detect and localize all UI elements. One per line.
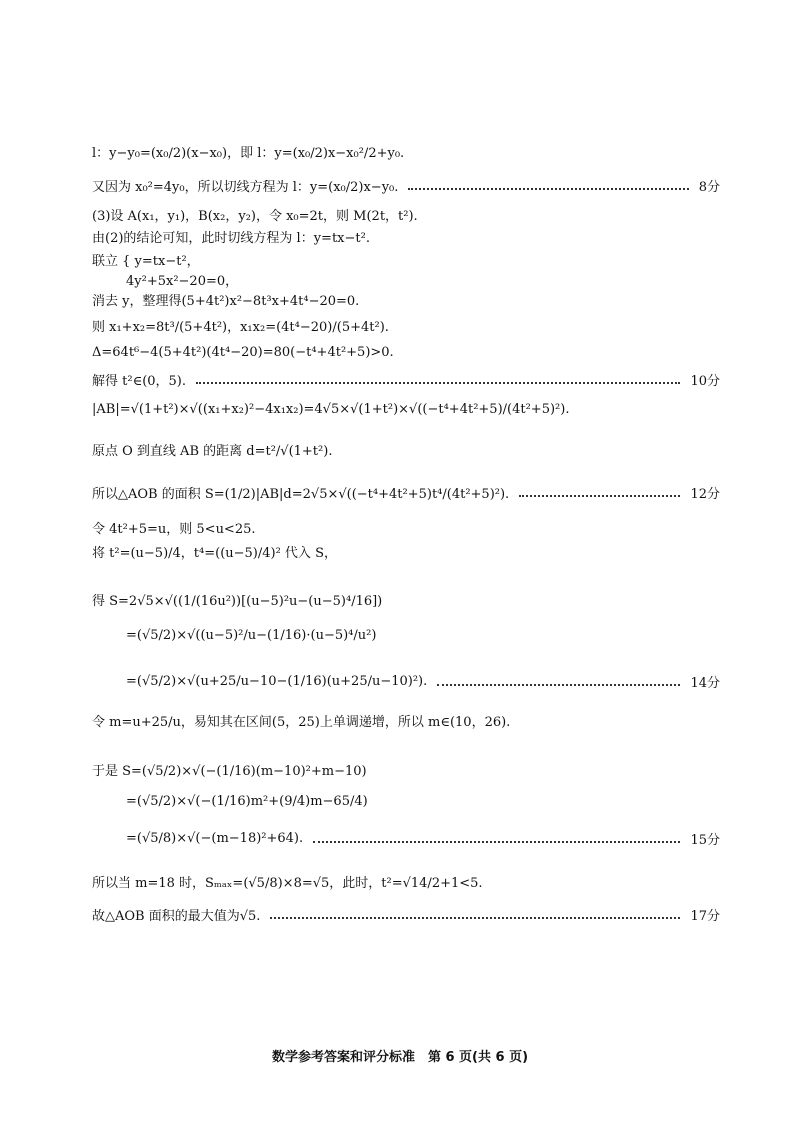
solution-line bbox=[92, 402, 720, 417]
line-text: (3)设 A(x₁，y₁)，B(x₂，y₂)，令 x₀=2t，则 M(2t，t²). bbox=[92, 209, 418, 224]
line-text: 则 x₁+x₂=8t³/(5+4t²)，x₁x₂=(4t⁴−20)/(5+4t²). bbox=[92, 320, 389, 335]
line-text: 所以△AOB 的面积 S=(1/2)|AB|d=2√5×√((−t⁴+4t²+5)t⁴/(4t²+5)²). bbox=[92, 487, 510, 502]
line-text: =(√5/2)×√((u−5)²/u−(1/16)·(u−5)⁴/u²) bbox=[126, 628, 377, 643]
leader-dots bbox=[519, 495, 680, 497]
page-footer: 数学参考答案和评分标准 第 6 页(共 6 页) bbox=[271, 1050, 529, 1065]
leader-dots bbox=[313, 841, 680, 843]
line-text: 所以当 m=18 时，Sₘₐₓ=(√5/8)×8=√5，此时，t²=√14/2+1<5. bbox=[92, 876, 483, 891]
line-text: 联立 { y=tx−t²， bbox=[92, 254, 200, 269]
solution-line bbox=[92, 711, 720, 730]
line-text: 由(2)的结论可知，此时切线方程为 l：y=tx−t². bbox=[92, 231, 370, 246]
solution-line bbox=[92, 205, 720, 224]
line-text: =(√5/2)×√(u+25/u−10−(1/16)(u+25/u−10)²). bbox=[126, 674, 428, 689]
line-text: 得 S=2√5×√((1/(16u²))[(u−5)²u−(u−5)⁴/16]) bbox=[92, 594, 383, 609]
solution-line bbox=[92, 905, 720, 924]
score-mark: 12分 bbox=[690, 487, 720, 502]
line-text: Δ=64t⁶−4(5+4t²)(4t⁴−20)=80(−t⁴+4t²+5)>0. bbox=[92, 345, 394, 360]
solution-line bbox=[92, 290, 720, 309]
solution-line bbox=[92, 440, 720, 459]
solution-line bbox=[92, 316, 720, 335]
solution-line bbox=[126, 672, 720, 691]
score-mark: 14分 bbox=[690, 676, 720, 691]
solution-line bbox=[126, 794, 720, 809]
solution-line bbox=[92, 250, 720, 269]
score-mark: 10分 bbox=[690, 374, 720, 389]
score-mark: 15分 bbox=[690, 833, 720, 848]
solution-line bbox=[92, 345, 720, 360]
line-text: =(√5/8)×√(−(m−18)²+64). bbox=[126, 831, 304, 846]
line-text: 消去 y，整理得(5+4t²)x²−8t³x+4t⁴−20=0. bbox=[92, 294, 360, 309]
solution-line bbox=[92, 227, 720, 246]
line-text: l：y−y₀=(x₀/2)(x−x₀)，即 l：y=(x₀/2)x−x₀²/2+y₀. bbox=[92, 146, 405, 161]
leader-dots bbox=[270, 917, 680, 919]
line-text: 于是 S=(√5/2)×√(−(1/16)(m−10)²+m−10) bbox=[92, 764, 367, 779]
leader-dots bbox=[437, 684, 680, 686]
line-text: 令 m=u+25/u，易知其在区间(5，25)上单调递增，所以 m∈(10，26). bbox=[92, 715, 511, 730]
solution-line bbox=[126, 628, 720, 643]
solution-line bbox=[92, 518, 720, 537]
solution-line bbox=[92, 872, 720, 891]
line-text: 4y²+5x²−20=0， bbox=[126, 274, 239, 289]
score-mark: 8分 bbox=[698, 180, 720, 195]
solution-line bbox=[92, 590, 720, 609]
solution-line bbox=[92, 176, 720, 195]
line-text: 又因为 x₀²=4y₀，所以切线方程为 l：y=(x₀/2)x−y₀. bbox=[92, 180, 399, 195]
line-text: |AB|=√(1+t²)×√((x₁+x₂)²−4x₁x₂)=4√5×√(1+t²)×√((−t⁴+4t²+5)/(4t²+5)²). bbox=[92, 402, 570, 417]
solution-line bbox=[92, 542, 720, 561]
line-text: 解得 t²∈(0，5). bbox=[92, 374, 187, 389]
leader-dots bbox=[196, 382, 680, 384]
solution-line bbox=[126, 829, 720, 848]
solution-line bbox=[92, 370, 720, 389]
score-mark: 17分 bbox=[690, 909, 720, 924]
line-text: 故△AOB 面积的最大值为√5. bbox=[92, 909, 261, 924]
solution-line bbox=[92, 483, 720, 502]
line-text: 令 4t²+5=u，则 5<u<25. bbox=[92, 522, 256, 537]
solution-line bbox=[92, 142, 720, 161]
leader-dots bbox=[408, 188, 688, 190]
line-text: =(√5/2)×√(−(1/16)m²+(9/4)m−65/4) bbox=[126, 794, 368, 809]
solution-line bbox=[126, 270, 720, 289]
solution-line bbox=[92, 760, 720, 779]
line-text: 将 t²=(u−5)/4，t⁴=((u−5)/4)² 代入 S， bbox=[92, 546, 337, 561]
line-text: 原点 O 到直线 AB 的距离 d=t²/√(1+t²). bbox=[92, 444, 333, 459]
